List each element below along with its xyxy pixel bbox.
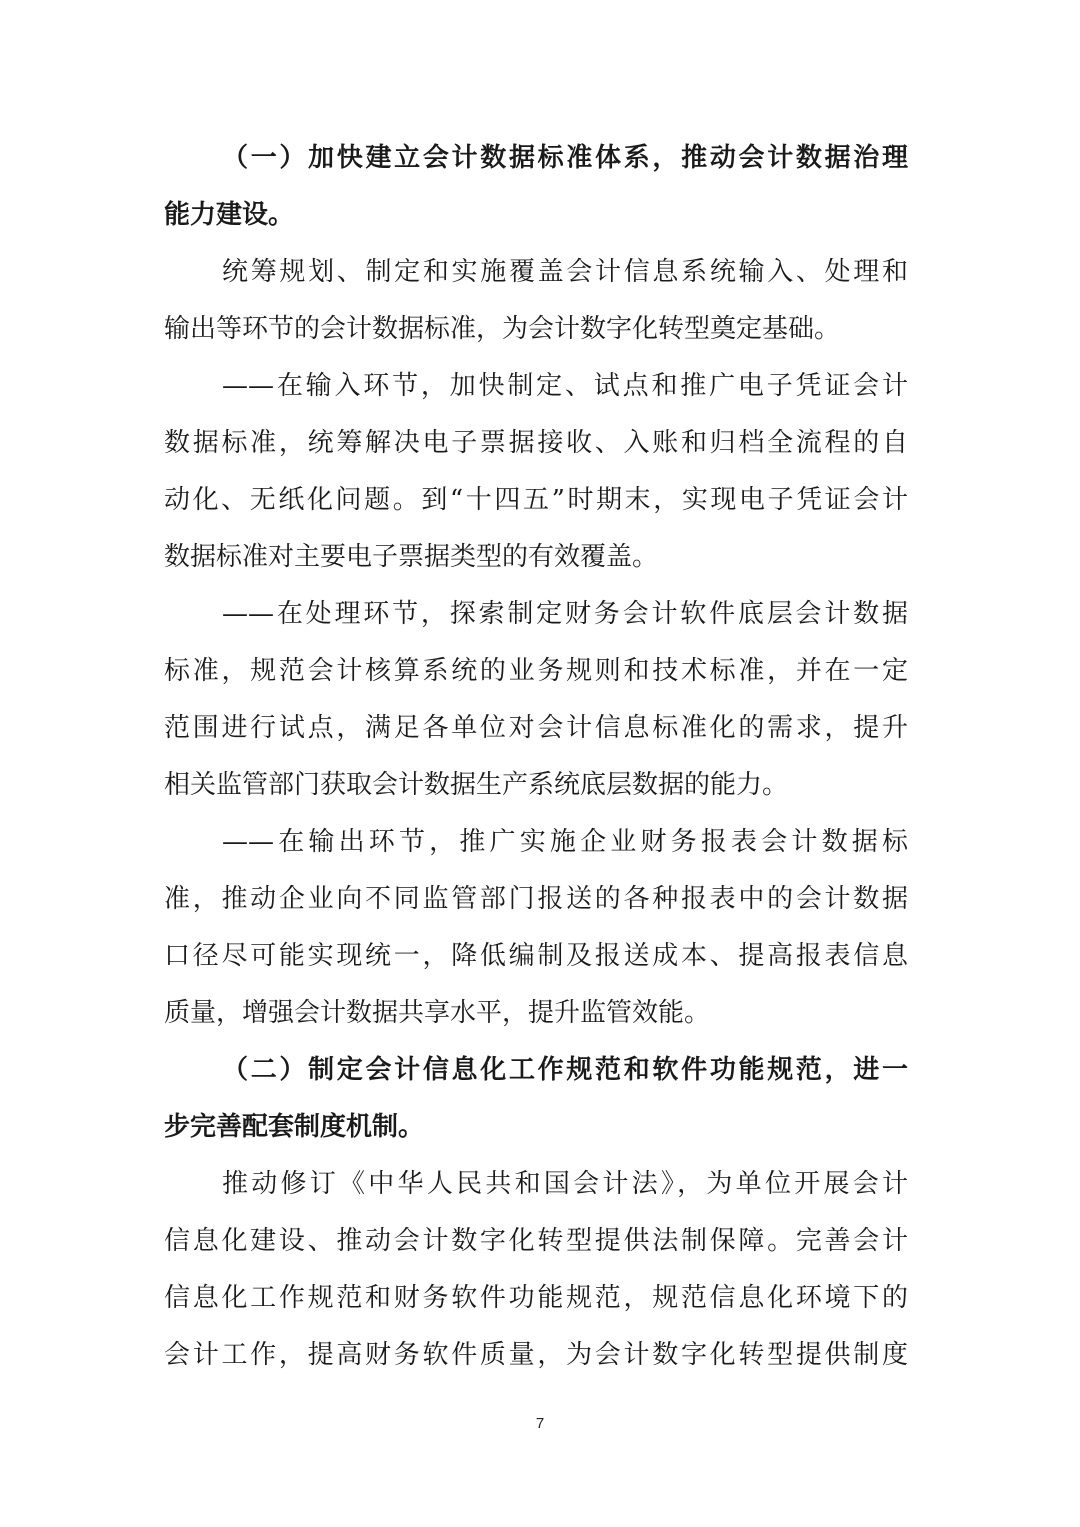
section2-body-line-4: 会计工作，提高财务软件质量，为会计数字化转型提供制度 (164, 1340, 908, 1370)
output-stage-line-4: 质量，增强会计数据共享水平，提升监管效能。 (164, 998, 711, 1028)
section2-heading-line-1: （二）制定会计信息化工作规范和软件功能规范，进一 (222, 1055, 908, 1085)
input-stage-line-1: ——在输入环节，加快制定、试点和推广电子凭证会计 (222, 371, 908, 401)
processing-stage-line-3: 范围进行试点，满足各单位对会计信息标准化的需求，提升 (164, 713, 908, 743)
processing-stage-line-4: 相关监管部门获取会计数据生产系统底层数据的能力。 (164, 770, 789, 800)
section1-heading-line-1: （一）加快建立会计数据标准体系，推动会计数据治理 (222, 143, 908, 173)
input-stage-line-2: 数据标准，统筹解决电子票据接收、入账和归档全流程的自 (164, 428, 908, 458)
section1-intro-line-1: 统筹规划、制定和实施覆盖会计信息系统输入、处理和 (222, 257, 908, 287)
output-stage-line-3: 口径尽可能实现统一，降低编制及报送成本、提高报表信息 (164, 941, 908, 971)
section2-body-line-3: 信息化工作规范和财务软件功能规范，规范信息化环境下的 (164, 1283, 908, 1313)
input-stage-line-3: 动化、无纸化问题。到“十四五”时期末，实现电子凭证会计 (164, 485, 908, 515)
input-stage-line-4: 数据标准对主要电子票据类型的有效覆盖。 (164, 542, 659, 572)
document-body (164, 130, 908, 1384)
section1-intro-line-2: 输出等环节的会计数据标准，为会计数字化转型奠定基础。 (164, 314, 841, 344)
section2-body-line-1: 推动修订《中华人民共和国会计法》，为单位开展会计 (222, 1169, 908, 1199)
output-stage-line-1: ——在输出环节，推广实施企业财务报表会计数据标 (222, 827, 908, 857)
section1-heading-line-2: 能力建设。 (164, 200, 295, 230)
output-stage-line-2: 准，推动企业向不同监管部门报送的各种报表中的会计数据 (164, 884, 908, 914)
processing-stage-line-2: 标准，规范会计核算系统的业务规则和技术标准，并在一定 (164, 656, 908, 686)
section2-heading-line-2: 步完善配套制度机制。 (164, 1112, 425, 1142)
section2-body-line-2: 信息化建设、推动会计数字化转型提供法制保障。完善会计 (164, 1226, 908, 1256)
processing-stage-line-1: ——在处理环节，探索制定财务会计软件底层会计数据 (222, 599, 908, 629)
page-number: 7 (535, 1415, 545, 1432)
